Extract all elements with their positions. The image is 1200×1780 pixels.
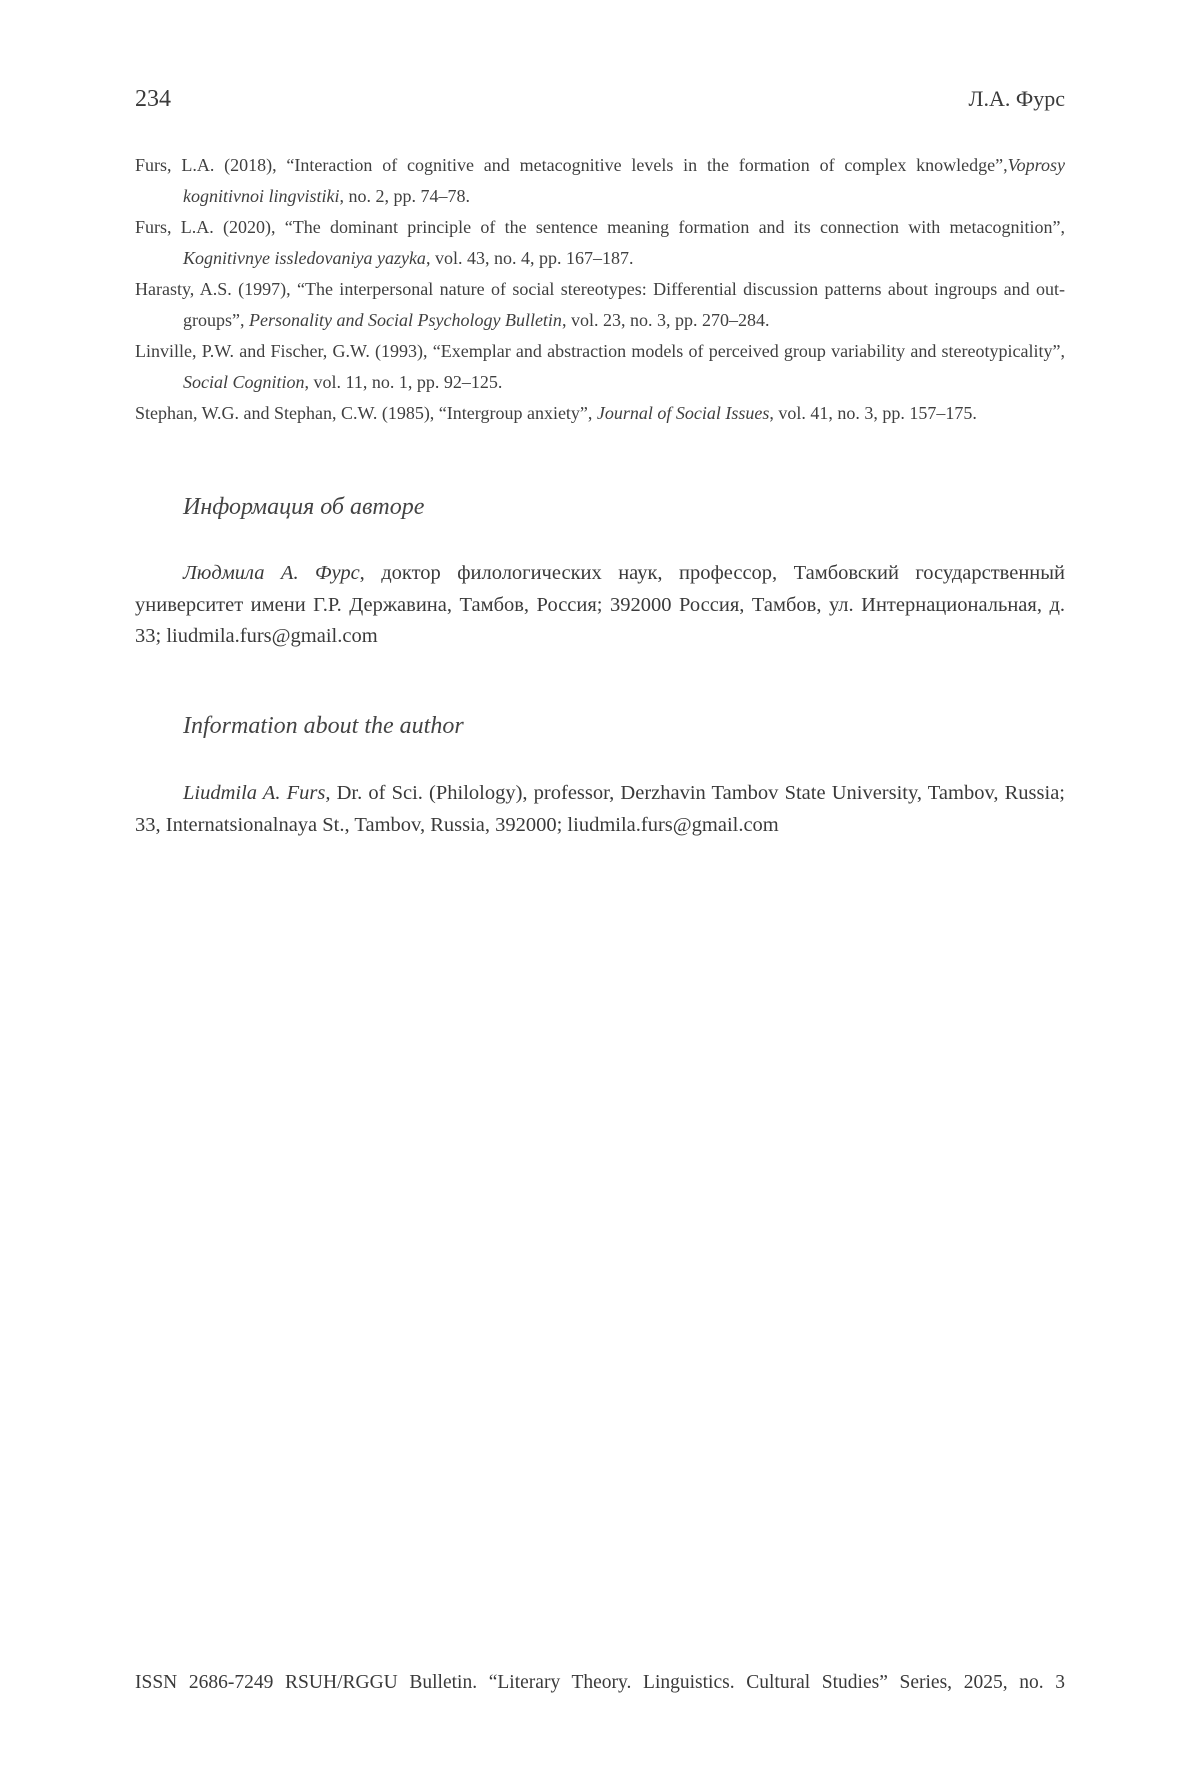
author-name-en: Liudmila A. Furs, (183, 782, 331, 804)
reference-source: Voprosy kognitivnoi lingvistiki (183, 155, 1065, 206)
reference-list (135, 150, 1065, 429)
reference-item: Furs, L.A. (2018), “Interaction of cognitive and metacognitive levels in the formation of complex knowledge”,Voprosy kognitivnoi lingvistiki, no. 2, pp. 74–78. (135, 155, 1065, 206)
author-info-en (135, 778, 1065, 841)
author-info-ru (135, 558, 1065, 653)
journal-footer: ISSN 2686-7249 RSUH/RGGU Bulletin. “Literary Theory. Linguistics. Cultural Studies” Series, 2025, no. 3 (135, 1672, 1065, 1693)
author-info-heading-ru: Информация об авторе (183, 494, 425, 520)
author-name-ru: Людмила А. Фурс (183, 562, 360, 584)
reference-item: Harasty, A.S. (1997), “The interpersonal nature of social stereotypes: Differential discussion patterns about ingroups and out-groups”, Personality and Social Psychology Bulletin, vol. 23, no. 3, pp. 270–284. (135, 279, 1065, 330)
reference-source: Social Cognition (183, 372, 305, 392)
reference-source: Personality and Social Psychology Bulletin (249, 310, 562, 330)
author-details-ru: , доктор филологических наук, профессор, Тамбовский государственный университет имени Г.Р. Державина, Тамбов, Россия; 392000 Россия, Тамбов, ул. Интернациональная, д. 33; liudmila.furs@gmail.com (135, 562, 1065, 647)
running-head (135, 86, 1065, 118)
author-details-en: Dr. of Sci. (Philology), professor, Derzhavin Tambov State University, Tambov, Russia; 33, Internatsionalnaya St., Tambov, Russia, 392000; liudmila.furs@gmail.com (135, 782, 1065, 836)
page-number: 234 (135, 86, 171, 112)
reference-item: Linville, P.W. and Fischer, G.W. (1993), “Exemplar and abstraction models of perceived group variability and stereotypicality”, Social Cognition, vol. 11, no. 1, pp. 92–125. (135, 341, 1065, 392)
reference-source: Kognitivnye issledovaniya yazyka (183, 248, 426, 268)
reference-item: Furs, L.A. (2020), “The dominant principle of the sentence meaning formation and its connection with metacognition”, Kognitivnye issledovaniya yazyka, vol. 43, no. 4, pp. 167–187. (135, 217, 1065, 268)
author-info-heading-en: Information about the author (183, 713, 464, 739)
reference-source: Journal of Social Issues (596, 403, 770, 423)
reference-item: Stephan, W.G. and Stephan, C.W. (1985), “Intergroup anxiety”, Journal of Social Issues, vol. 41, no. 3, pp. 157–175. (135, 403, 977, 423)
running-title: Л.А. Фурс (968, 86, 1065, 111)
